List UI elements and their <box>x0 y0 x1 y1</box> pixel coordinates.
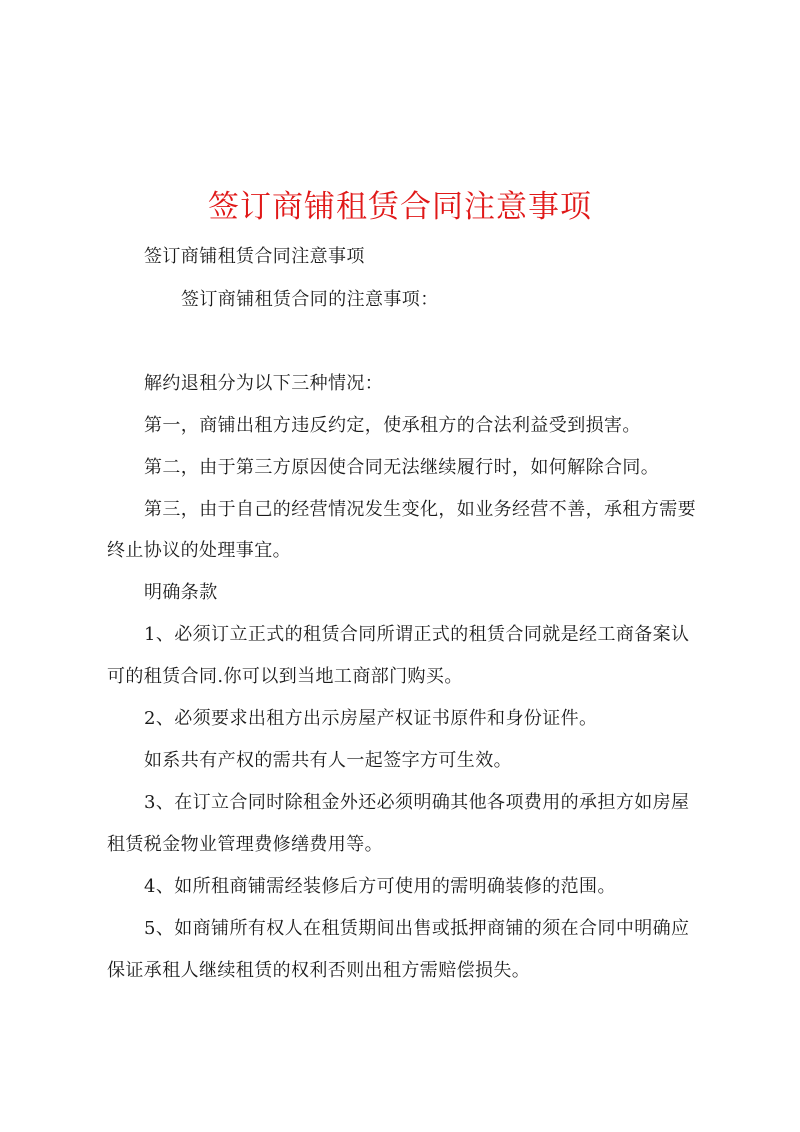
paragraph-line: 3、在订立合同时除租金外还必须明确其他各项费用的承担方如房屋 <box>144 792 690 813</box>
paragraph-line: 4、如所租商铺需经装修后方可使用的需明确装修的范围。 <box>144 876 616 897</box>
intro-line: 签订商铺租赁合同的注意事项： <box>181 289 439 310</box>
paragraph-line: 第三，由于自己的经营情况发生变化，如业务经营不善，承租方需要 <box>144 499 696 520</box>
paragraph-line: 第一，商铺出租方违反约定，使承租方的合法利益受到损害。 <box>144 415 641 436</box>
paragraph-line: 2、必须要求出租方出示房屋产权证书原件和身份证件。 <box>144 708 598 729</box>
paragraph-line: 第二，由于第三方原因使合同无法继续履行时，如何解除合同。 <box>144 457 660 478</box>
paragraph-line: 租赁税金物业管理费修缮费用等。 <box>107 834 383 855</box>
paragraph-line: 保证承租人继续租赁的权利否则出租方需赔偿损失。 <box>107 960 531 981</box>
paragraph-line: 可的租赁合同.你可以到当地工商部门购买。 <box>107 666 463 687</box>
paragraph-line: 1、必须订立正式的租赁合同所谓正式的租赁合同就是经工商备案认 <box>144 624 690 645</box>
paragraph-line: 终止协议的处理事宜。 <box>107 540 291 561</box>
paragraph-line: 5、如商铺所有权人在租赁期间出售或抵押商铺的须在合同中明确应 <box>144 918 690 939</box>
section-heading-terms: 明确条款 <box>144 582 218 603</box>
section-heading-termination: 解约退租分为以下三种情况： <box>144 373 384 394</box>
document-subtitle: 签订商铺租赁合同注意事项 <box>144 246 365 267</box>
document-title: 签订商铺租赁合同注意事项 <box>208 188 592 225</box>
paragraph-line: 如系共有产权的需共有人一起签字方可生效。 <box>144 750 512 771</box>
